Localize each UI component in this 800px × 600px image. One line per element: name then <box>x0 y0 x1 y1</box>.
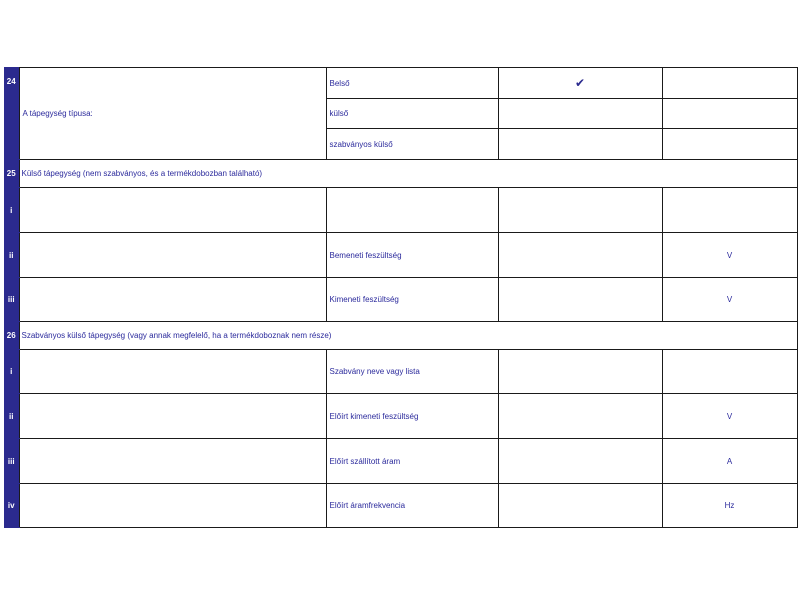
unit-label: V <box>662 233 797 278</box>
value-cell[interactable] <box>498 233 662 278</box>
sub-number: i <box>4 188 19 233</box>
value-cell[interactable] <box>498 484 662 528</box>
value-cell[interactable] <box>498 188 662 233</box>
value-cell[interactable] <box>19 350 326 394</box>
field-label: Bemeneti feszültség <box>326 233 498 278</box>
value-cell[interactable] <box>19 233 326 278</box>
option-external-checkbox[interactable] <box>498 99 662 129</box>
power-supply-table <box>4 67 798 528</box>
value-cell[interactable] <box>498 439 662 484</box>
option-label-external: külső <box>326 99 498 129</box>
option-standard-external-extra <box>662 129 797 160</box>
section-25-header <box>4 160 797 188</box>
option-internal-extra <box>662 68 797 99</box>
sub-number: iii <box>4 439 19 484</box>
value-cell[interactable] <box>19 278 326 322</box>
option-label-standard-external: szabványos külső <box>326 129 498 160</box>
option-standard-external-checkbox[interactable] <box>498 129 662 160</box>
table-row <box>4 278 797 322</box>
value-cell[interactable] <box>19 394 326 439</box>
unit-label: V <box>662 278 797 322</box>
field-label: Előírt áramfrekvencia <box>326 484 498 528</box>
section-title: Külső tápegység (nem szabványos, és a termékdobozban található) <box>19 160 797 188</box>
field-label: Kimeneti feszültség <box>326 278 498 322</box>
field-label: Szabvány neve vagy lista <box>326 350 498 394</box>
row-24-option-1 <box>4 68 797 99</box>
checkmark-icon: ✔ <box>574 76 586 90</box>
value-cell[interactable] <box>498 350 662 394</box>
option-internal-checkbox[interactable] <box>498 68 662 99</box>
unit-label: Hz <box>662 484 797 528</box>
value-cell[interactable] <box>498 278 662 322</box>
unit-label <box>662 188 797 233</box>
unit-label: A <box>662 439 797 484</box>
table-row <box>4 439 797 484</box>
sub-number: iii <box>4 278 19 322</box>
table-row <box>4 233 797 278</box>
table-row <box>4 484 797 528</box>
unit-label <box>662 350 797 394</box>
section-26-header <box>4 322 797 350</box>
option-label-internal: Belső <box>326 68 498 99</box>
field-label: Előírt kimeneti feszültség <box>326 394 498 439</box>
power-supply-type-label: A tápegység típusa: <box>19 68 326 160</box>
sub-number: ii <box>4 394 19 439</box>
unit-label: V <box>662 394 797 439</box>
value-cell[interactable] <box>19 484 326 528</box>
field-label <box>326 188 498 233</box>
value-cell[interactable] <box>498 394 662 439</box>
row-number: 24 <box>4 68 19 160</box>
value-cell[interactable] <box>19 439 326 484</box>
sub-number: ii <box>4 233 19 278</box>
field-label: Előírt szállított áram <box>326 439 498 484</box>
value-cell[interactable] <box>19 188 326 233</box>
option-external-extra <box>662 99 797 129</box>
table-row <box>4 188 797 233</box>
table-row <box>4 350 797 394</box>
section-title: Szabványos külső tápegység (vagy annak megfelelő, ha a termékdoboznak nem része) <box>19 322 797 350</box>
row-number: 25 <box>4 160 19 188</box>
power-supply-form <box>4 67 797 528</box>
table-row <box>4 394 797 439</box>
sub-number: i <box>4 350 19 394</box>
row-number: 26 <box>4 322 19 350</box>
sub-number: iv <box>4 484 19 528</box>
